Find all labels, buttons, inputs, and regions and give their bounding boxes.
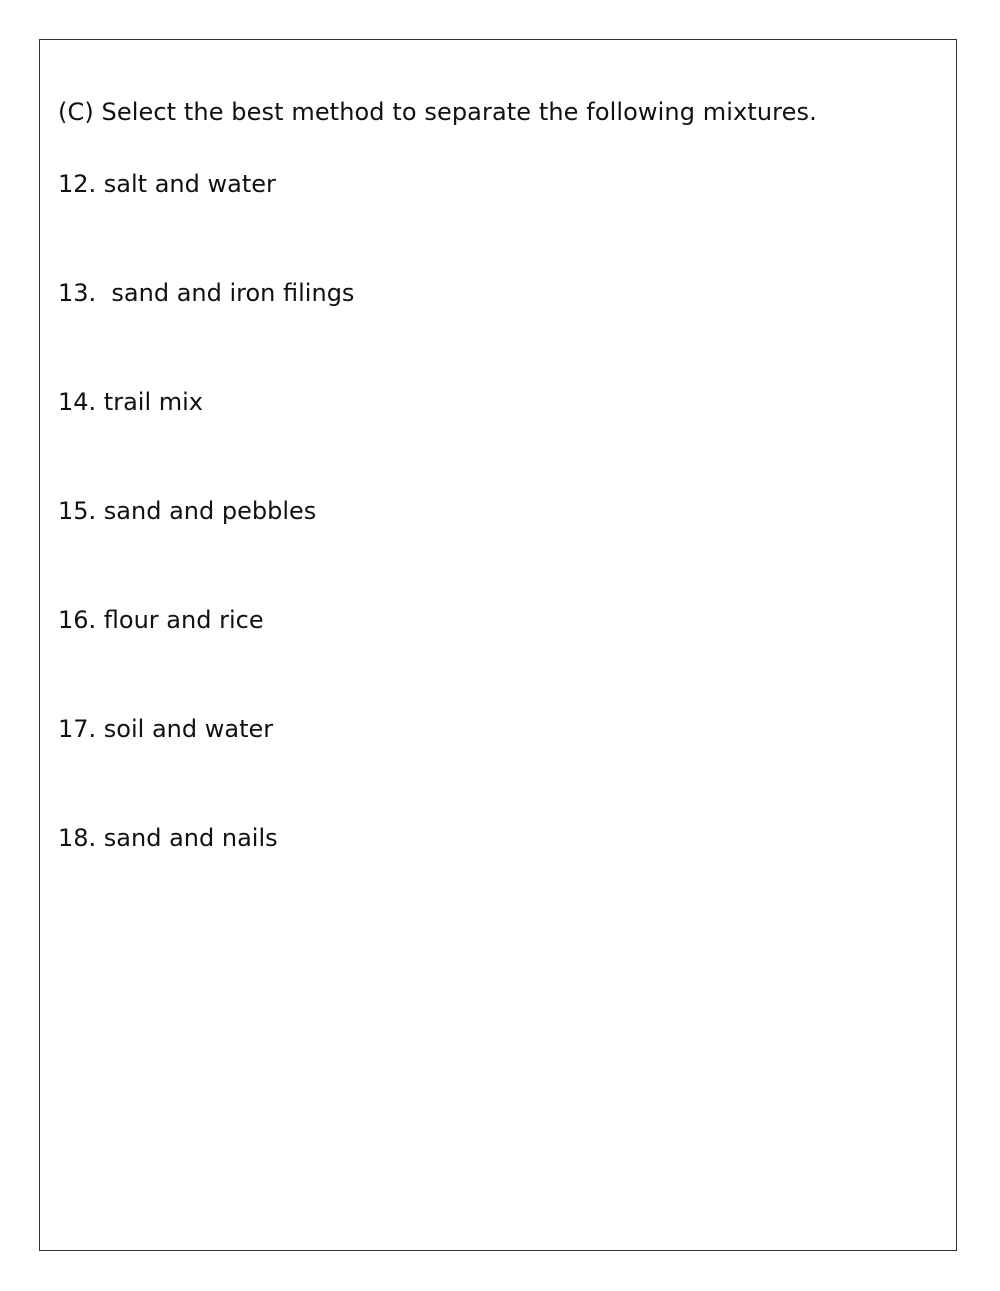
section-instruction: (C) Select the best method to separate the following mixtures. (58, 98, 817, 126)
question-14: 14. trail mix (58, 388, 203, 416)
question-17: 17. soil and water (58, 715, 274, 743)
question-12: 12. salt and water (58, 170, 276, 198)
question-18: 18. sand and nails (58, 824, 278, 852)
question-16: 16. flour and rice (58, 606, 264, 634)
worksheet-border (39, 39, 957, 1251)
question-15: 15. sand and pebbles (58, 497, 317, 525)
question-13: 13. sand and iron filings (58, 279, 355, 307)
